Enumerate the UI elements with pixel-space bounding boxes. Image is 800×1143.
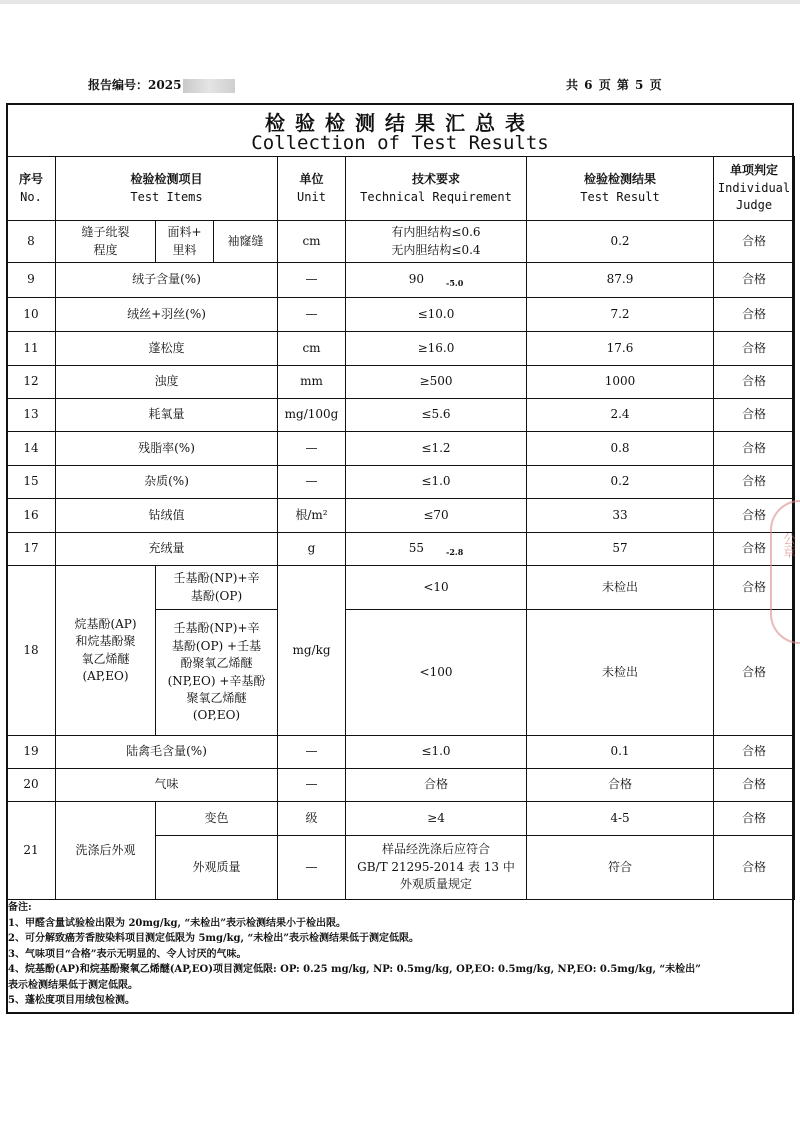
remark-1: 1、甲醛含量试验检出限为 20mg/kg, “未检出”表示检测结果小于检出限。 bbox=[8, 917, 346, 929]
row-judge: 合格 bbox=[714, 610, 795, 736]
top-edge bbox=[0, 0, 800, 4]
row-unit: 级 bbox=[278, 802, 346, 836]
row-unit: — bbox=[278, 736, 346, 769]
row-result: 0.1 bbox=[527, 736, 714, 769]
table-row-15 bbox=[7, 466, 795, 499]
table-row-17 bbox=[7, 533, 795, 566]
col-judge-header: 单项判定 Individual Judge bbox=[714, 157, 795, 221]
row-no: 18 bbox=[7, 566, 56, 736]
item-seam-slippage: 缝子纰裂 程度 bbox=[56, 221, 156, 263]
row-no: 17 bbox=[7, 533, 56, 566]
row-judge: 合格 bbox=[714, 298, 795, 332]
row-requirement: ≥4 bbox=[346, 802, 527, 836]
row-requirement: 有内胆结构≤0.6 无内胆结构≤0.4 bbox=[346, 221, 527, 263]
header-row bbox=[7, 157, 795, 221]
table-row-11 bbox=[7, 332, 795, 366]
row-result: 符合 bbox=[527, 836, 714, 900]
title-chinese: 检验检测结果汇总表 bbox=[265, 111, 535, 135]
table-row-19 bbox=[7, 736, 795, 769]
row-result: 未检出 bbox=[527, 566, 714, 610]
remarks-title: 备注: bbox=[8, 902, 32, 913]
table-row-21a bbox=[7, 802, 795, 836]
row-item: 陆禽毛含量(%) bbox=[56, 736, 278, 769]
col-unit-header: 单位 Unit bbox=[278, 157, 346, 221]
row-judge: 合格 bbox=[714, 366, 795, 399]
seal-text: 公章 bbox=[780, 532, 795, 558]
table-row-18a bbox=[7, 566, 795, 610]
table-row-14 bbox=[7, 432, 795, 466]
row-no: 21 bbox=[7, 802, 56, 900]
row-result: 4-5 bbox=[527, 802, 714, 836]
row-no: 16 bbox=[7, 499, 56, 533]
remark-4-continued: 表示检测结果低于测定低限。 bbox=[8, 979, 138, 991]
row-item: 绒丝+羽丝(%) bbox=[56, 298, 278, 332]
table-row-9 bbox=[7, 263, 795, 298]
row-no: 19 bbox=[7, 736, 56, 769]
results-table bbox=[6, 156, 795, 900]
row-item: 气味 bbox=[56, 769, 278, 802]
row-judge: 合格 bbox=[714, 332, 795, 366]
item-fabric-lining: 面料+ 里料 bbox=[156, 221, 214, 263]
row-judge: 合格 bbox=[714, 399, 795, 432]
col-no-header: 序号 No. bbox=[7, 157, 56, 221]
col-requirement-header: 技术要求 Technical Requirement bbox=[346, 157, 527, 221]
row-item: 浊度 bbox=[56, 366, 278, 399]
row-unit: cm bbox=[278, 221, 346, 263]
table-row-12 bbox=[7, 366, 795, 399]
row-no: 12 bbox=[7, 366, 56, 399]
row-requirement: 55 $_{-2.8}$ bbox=[346, 533, 527, 566]
report-number-value: 2025 bbox=[148, 78, 182, 92]
row-result: 2.4 bbox=[527, 399, 714, 432]
remark-5: 5、蓬松度项目用绒包检测。 bbox=[8, 995, 135, 1006]
redacted-blur bbox=[183, 79, 235, 93]
row-no: 13 bbox=[7, 399, 56, 432]
row-unit: cm bbox=[278, 332, 346, 366]
row-requirement: 合格 bbox=[346, 769, 527, 802]
remarks bbox=[8, 900, 792, 1009]
row-requirement: <10 bbox=[346, 566, 527, 610]
item-alkylphenol-group: 烷基酚(AP) 和烷基酚聚 氧乙烯醚 (AP,EO) bbox=[56, 566, 156, 736]
title-english: Collection of Test Results bbox=[251, 132, 549, 154]
row-unit: 根/m² bbox=[278, 499, 346, 533]
row-unit: — bbox=[278, 836, 346, 900]
row-unit: — bbox=[278, 263, 346, 298]
table-row-13 bbox=[7, 399, 795, 432]
row-requirement: ≤1.2 bbox=[346, 432, 527, 466]
row-no: 8 bbox=[7, 221, 56, 263]
row-judge: 合格 bbox=[714, 769, 795, 802]
row-judge: 合格 bbox=[714, 802, 795, 836]
row-result: 0.2 bbox=[527, 221, 714, 263]
row-unit: g bbox=[278, 533, 346, 566]
row-item: 耗氧量 bbox=[56, 399, 278, 432]
row-no: 20 bbox=[7, 769, 56, 802]
row-judge: 合格 bbox=[714, 432, 795, 466]
report-number-label: 报告编号： bbox=[88, 78, 149, 92]
col-result-header: 检验检测结果 Test Result bbox=[527, 157, 714, 221]
row-result: 0.2 bbox=[527, 466, 714, 499]
row-judge: 合格 bbox=[714, 533, 795, 566]
row-judge: 合格 bbox=[714, 566, 795, 610]
row-judge: 合格 bbox=[714, 736, 795, 769]
row-unit: — bbox=[278, 432, 346, 466]
row-requirement: 90 $_{-5.0}$ bbox=[346, 263, 527, 298]
item-np-op: 壬基酚(NP)+辛 基酚(OP) bbox=[156, 566, 278, 610]
row-item: 残脂率(%) bbox=[56, 432, 278, 466]
table-row-16 bbox=[7, 499, 795, 533]
row-no: 10 bbox=[7, 298, 56, 332]
table-row-20 bbox=[7, 769, 795, 802]
row-result: 1000 bbox=[527, 366, 714, 399]
page-count: 共 6 页 第 5 页 bbox=[566, 78, 662, 92]
item-armhole-seam: 袖窿缝 bbox=[214, 221, 278, 263]
col-items-header: 检验检测项目 Test Items bbox=[56, 157, 278, 221]
row-result: 7.2 bbox=[527, 298, 714, 332]
row-requirement: 样品经洗涤后应符合 GB/T 21295-2014 表 13 中 外观质量规定 bbox=[346, 836, 527, 900]
official-seal bbox=[770, 500, 800, 644]
row-unit: mg/100g bbox=[278, 399, 346, 432]
row-item: 充绒量 bbox=[56, 533, 278, 566]
row-requirement: ≤10.0 bbox=[346, 298, 527, 332]
row-requirement: ≥16.0 bbox=[346, 332, 527, 366]
row-no: 11 bbox=[7, 332, 56, 366]
row-requirement: ≤1.0 bbox=[346, 466, 527, 499]
report-number bbox=[88, 76, 235, 93]
row-result: 57 bbox=[527, 533, 714, 566]
row-result: 17.6 bbox=[527, 332, 714, 366]
row-requirement: ≥500 bbox=[346, 366, 527, 399]
remark-3: 3、气味项目“合格”表示无明显的、令人讨厌的气味。 bbox=[8, 948, 247, 960]
item-appearance-after-washing: 洗涤后外观 bbox=[56, 802, 156, 900]
row-no: 15 bbox=[7, 466, 56, 499]
remark-4: 4、烷基酚(AP)和烷基酚聚氧乙烯醚(AP,EO)项目测定低限: OP: 0.25 mg/kg, NP: 0.5mg/kg, OP,EO: 0.5mg/kg, NP,EO: 0.5mg/kg, “未检出” bbox=[8, 964, 701, 975]
item-np-op-eo: 壬基酚(NP)+辛 基酚(OP) +壬基 酚聚氧乙烯醚 (NP,EO) +辛基酚 聚氧乙烯醚 (OP,EO) bbox=[156, 610, 278, 736]
row-requirement: ≤70 bbox=[346, 499, 527, 533]
row-judge: 合格 bbox=[714, 466, 795, 499]
remark-2: 2、可分解致癌芳香胺染料项目测定低限为 5mg/kg, “未检出”表示检测结果低于测定低限。 bbox=[8, 933, 420, 944]
row-item: 绒子含量(%) bbox=[56, 263, 278, 298]
requirement-tolerance: -2.8 bbox=[446, 547, 464, 558]
item-appearance-quality: 外观质量 bbox=[156, 836, 278, 900]
table-row-10 bbox=[7, 298, 795, 332]
row-item: 杂质(%) bbox=[56, 466, 278, 499]
row-requirement: ≤5.6 bbox=[346, 399, 527, 432]
requirement-tolerance: -5.0 bbox=[446, 278, 464, 289]
row-judge: 合格 bbox=[714, 221, 795, 263]
row-result: 87.9 bbox=[527, 263, 714, 298]
row-no: 9 bbox=[7, 263, 56, 298]
row-judge: 合格 bbox=[714, 263, 795, 298]
row-result: 33 bbox=[527, 499, 714, 533]
row-requirement: ≤1.0 bbox=[346, 736, 527, 769]
row-no: 14 bbox=[7, 432, 56, 466]
row-item: 钻绒值 bbox=[56, 499, 278, 533]
row-unit: — bbox=[278, 466, 346, 499]
row-item: 蓬松度 bbox=[56, 332, 278, 366]
row-judge: 合格 bbox=[714, 499, 795, 533]
row-unit: — bbox=[278, 298, 346, 332]
row-result: 0.8 bbox=[527, 432, 714, 466]
row-result: 合格 bbox=[527, 769, 714, 802]
item-color-change: 变色 bbox=[156, 802, 278, 836]
row-result: 未检出 bbox=[527, 610, 714, 736]
table-row-8 bbox=[7, 221, 795, 263]
row-unit: mg/kg bbox=[278, 566, 346, 736]
row-judge: 合格 bbox=[714, 836, 795, 900]
row-requirement: <100 bbox=[346, 610, 527, 736]
row-unit: mm bbox=[278, 366, 346, 399]
row-unit: — bbox=[278, 769, 346, 802]
